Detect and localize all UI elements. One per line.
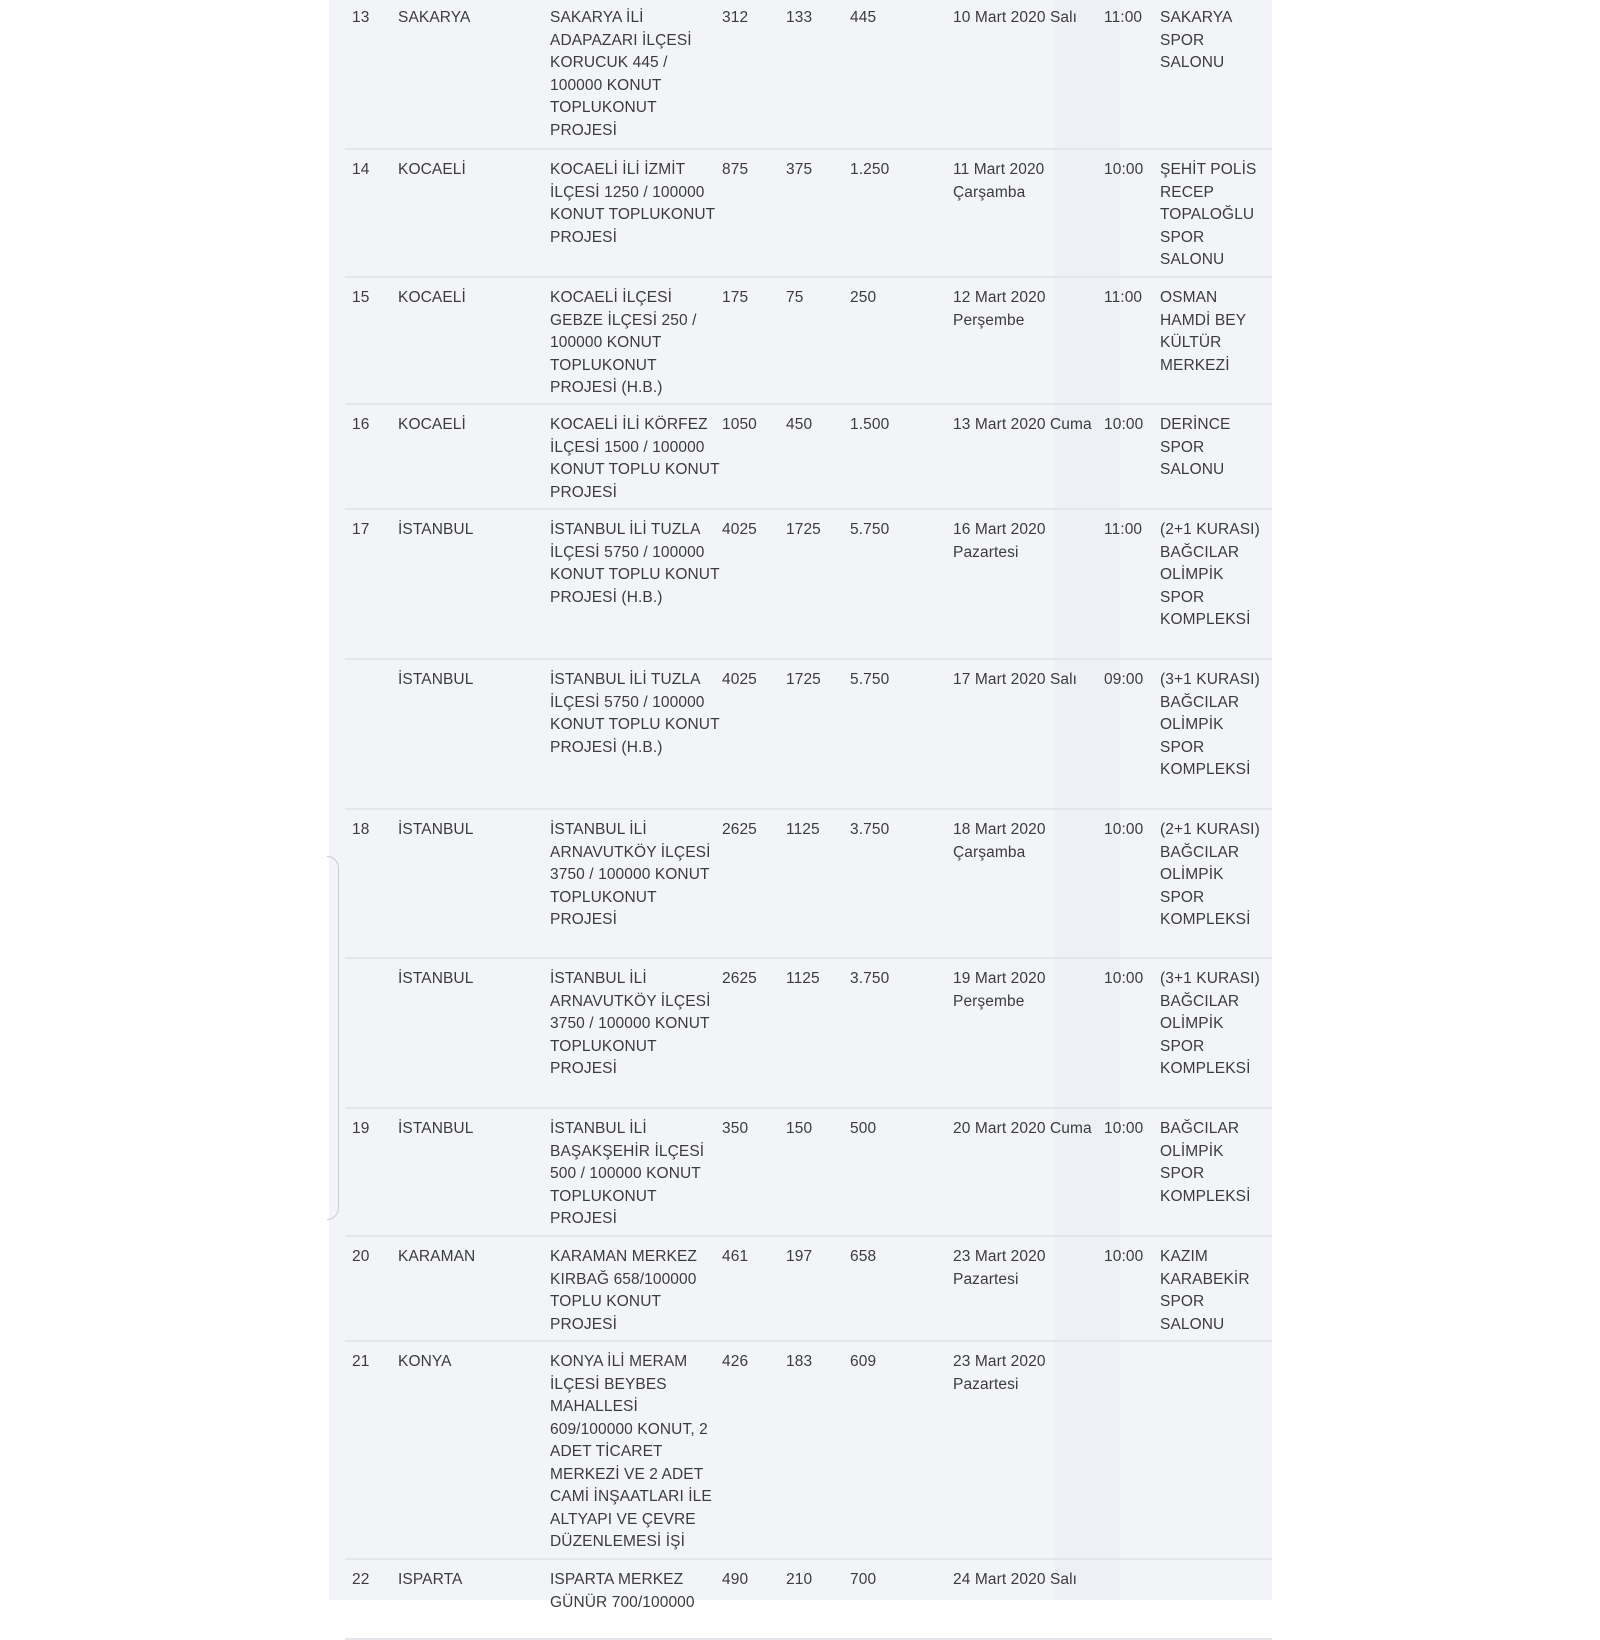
count-a-cell: 4025 <box>722 671 757 688</box>
city-cell: KOCAELİ <box>398 289 466 306</box>
count-a-cell: 4025 <box>722 521 757 538</box>
row-number: 21 <box>352 1353 370 1370</box>
venue-cell: (3+1 KURASI) BAĞCILAR OLİMPİK SPOR KOMPLEKSİ <box>1160 671 1260 778</box>
table-row <box>345 810 1272 959</box>
project-cell: İSTANBUL İLİ ARNAVUTKÖY İLÇESİ 3750 / 100000 KONUT TOPLUKONUT PROJESİ <box>550 970 711 1077</box>
project-cell: İSTANBUL İLİ TUZLA İLÇESİ 5750 / 100000 KONUT TOPLU KONUT PROJESİ (H.B.) <box>550 521 720 606</box>
total-cell: 250 <box>850 289 877 306</box>
scroll-handle[interactable] <box>327 856 339 1220</box>
project-cell: İSTANBUL İLİ BAŞAKŞEHİR İLÇESİ 500 / 100000 KONUT TOPLUKONUT PROJESİ <box>550 1120 705 1227</box>
time-cell: 10:00 <box>1104 416 1144 433</box>
count-b-cell: 1125 <box>786 970 820 987</box>
date-cell: 11 Mart 2020 Çarşamba <box>953 161 1045 201</box>
total-cell: 500 <box>850 1120 877 1137</box>
date-cell: 19 Mart 2020 Perşembe <box>953 970 1046 1010</box>
table-row <box>345 1237 1272 1342</box>
row-number: 18 <box>352 821 370 838</box>
time-cell: 09:00 <box>1104 671 1144 688</box>
city-cell: İSTANBUL <box>398 671 474 688</box>
total-cell: 3.750 <box>850 821 890 838</box>
row-number: 15 <box>352 289 370 306</box>
table-row <box>345 1342 1272 1560</box>
date-cell: 13 Mart 2020 Cuma <box>953 416 1092 433</box>
count-b-cell: 1725 <box>786 671 821 688</box>
count-a-cell: 1050 <box>722 416 757 433</box>
date-cell: 18 Mart 2020 Çarşamba <box>953 821 1046 861</box>
count-b-cell: 450 <box>786 416 813 433</box>
table-row <box>345 1560 1272 1640</box>
table-row <box>345 150 1272 278</box>
date-cell: 23 Mart 2020 Pazartesi <box>953 1353 1046 1393</box>
date-cell: 24 Mart 2020 Salı <box>953 1571 1078 1588</box>
project-cell: KOCAELİ İLÇESİ GEBZE İLÇESİ 250 / 100000 KONUT TOPLUKONUT PROJESİ (H.B.) <box>550 289 697 396</box>
total-cell: 700 <box>850 1571 877 1588</box>
date-cell: 17 Mart 2020 Salı <box>953 671 1078 688</box>
time-cell: 10:00 <box>1104 821 1144 838</box>
table-row <box>345 510 1272 660</box>
date-cell: 10 Mart 2020 Salı <box>953 9 1078 26</box>
row-number: 19 <box>352 1120 370 1137</box>
date-cell: 16 Mart 2020 Pazartesi <box>953 521 1046 561</box>
row-number: 16 <box>352 416 370 433</box>
city-cell: İSTANBUL <box>398 970 474 987</box>
row-number: 17 <box>352 521 370 538</box>
total-cell: 609 <box>850 1353 877 1370</box>
count-a-cell: 426 <box>722 1353 749 1370</box>
city-cell: KONYA <box>398 1353 452 1370</box>
city-cell: İSTANBUL <box>398 521 474 538</box>
count-a-cell: 312 <box>722 9 749 26</box>
total-cell: 1.500 <box>850 416 890 433</box>
time-cell: 10:00 <box>1104 1120 1144 1137</box>
city-cell: İSTANBUL <box>398 1120 474 1137</box>
city-cell: KOCAELİ <box>398 416 466 433</box>
count-a-cell: 175 <box>722 289 749 306</box>
count-b-cell: 133 <box>786 9 813 26</box>
table-row <box>345 405 1272 510</box>
table-row <box>345 959 1272 1109</box>
total-cell: 658 <box>850 1248 877 1265</box>
project-cell: KOCAELİ İLİ İZMİT İLÇESİ 1250 / 100000 KONUT TOPLUKONUT PROJESİ <box>550 161 715 246</box>
count-a-cell: 2625 <box>722 821 757 838</box>
count-b-cell: 1125 <box>786 821 820 838</box>
time-cell: 10:00 <box>1104 161 1144 178</box>
project-cell: SAKARYA İLİ ADAPAZARI İLÇESİ KORUCUK 445 / 100000 KONUT TOPLUKONUT PROJESİ <box>550 9 692 139</box>
time-cell: 11:00 <box>1104 521 1143 538</box>
count-b-cell: 197 <box>786 1248 813 1265</box>
venue-cell: OSMAN HAMDİ BEY KÜLTÜR MERKEZİ <box>1160 289 1246 374</box>
project-cell: KARAMAN MERKEZ KIRBAĞ 658/100000 TOPLU KONUT PROJESİ <box>550 1248 697 1333</box>
count-b-cell: 75 <box>786 289 804 306</box>
city-cell: KOCAELİ <box>398 161 466 178</box>
time-cell: 10:00 <box>1104 1248 1144 1265</box>
count-b-cell: 210 <box>786 1571 813 1588</box>
date-cell: 12 Mart 2020 Perşembe <box>953 289 1046 329</box>
city-cell: İSTANBUL <box>398 821 474 838</box>
time-cell: 11:00 <box>1104 9 1143 26</box>
count-a-cell: 490 <box>722 1571 749 1588</box>
table-row <box>345 278 1272 405</box>
project-cell: ISPARTA MERKEZ GÜNÜR 700/100000 <box>550 1571 695 1611</box>
venue-cell: (3+1 KURASI) BAĞCILAR OLİMPİK SPOR KOMPLEKSİ <box>1160 970 1260 1077</box>
project-cell: KONYA İLİ MERAM İLÇESİ BEYBES MAHALLESİ 609/100000 KONUT, 2 ADET TİCARET MERKEZİ VE 2 ADET CAMİ İNŞAATLARI İLE ALTYAPI VE ÇEVRE DÜZENLEMESİ İŞİ <box>550 1353 712 1550</box>
count-a-cell: 461 <box>722 1248 749 1265</box>
total-cell: 445 <box>850 9 877 26</box>
row-number: 22 <box>352 1571 370 1588</box>
row-number: 13 <box>352 9 370 26</box>
venue-cell: KAZIM KARABEKİR SPOR SALONU <box>1160 1248 1250 1333</box>
count-b-cell: 1725 <box>786 521 821 538</box>
table-row <box>345 0 1272 150</box>
count-b-cell: 183 <box>786 1353 813 1370</box>
date-cell: 20 Mart 2020 Cuma <box>953 1120 1092 1137</box>
date-cell: 23 Mart 2020 Pazartesi <box>953 1248 1046 1288</box>
table-container <box>329 0 1272 1611</box>
project-cell: İSTANBUL İLİ ARNAVUTKÖY İLÇESİ 3750 / 100000 KONUT TOPLUKONUT PROJESİ <box>550 821 711 928</box>
city-cell: ISPARTA <box>398 1571 463 1588</box>
venue-cell: BAĞCILAR OLİMPİK SPOR KOMPLEKSİ <box>1160 1120 1251 1205</box>
venue-cell: SAKARYA SPOR SALONU <box>1160 9 1232 71</box>
count-a-cell: 350 <box>722 1120 749 1137</box>
city-cell: KARAMAN <box>398 1248 476 1265</box>
count-a-cell: 2625 <box>722 970 757 987</box>
table-row <box>345 660 1272 810</box>
total-cell: 5.750 <box>850 521 890 538</box>
row-number: 20 <box>352 1248 370 1265</box>
time-cell: 11:00 <box>1104 289 1143 306</box>
row-number: 14 <box>352 161 370 178</box>
table-row <box>345 1109 1272 1237</box>
count-b-cell: 150 <box>786 1120 813 1137</box>
count-a-cell: 875 <box>722 161 749 178</box>
count-b-cell: 375 <box>786 161 813 178</box>
total-cell: 3.750 <box>850 970 890 987</box>
total-cell: 1.250 <box>850 161 890 178</box>
project-cell: KOCAELİ İLİ KÖRFEZ İLÇESİ 1500 / 100000 KONUT TOPLU KONUT PROJESİ <box>550 416 720 501</box>
venue-cell: (2+1 KURASI) BAĞCILAR OLİMPİK SPOR KOMPLEKSİ <box>1160 821 1260 928</box>
total-cell: 5.750 <box>850 671 890 688</box>
venue-cell: DERİNCE SPOR SALONU <box>1160 416 1231 478</box>
city-cell: SAKARYA <box>398 9 471 26</box>
venue-cell: ŞEHİT POLİS RECEP TOPALOĞLU SPOR SALONU <box>1160 161 1257 268</box>
time-cell: 10:00 <box>1104 970 1144 987</box>
venue-cell: (2+1 KURASI) BAĞCILAR OLİMPİK SPOR KOMPLEKSİ <box>1160 521 1260 628</box>
project-cell: İSTANBUL İLİ TUZLA İLÇESİ 5750 / 100000 KONUT TOPLU KONUT PROJESİ (H.B.) <box>550 671 720 756</box>
